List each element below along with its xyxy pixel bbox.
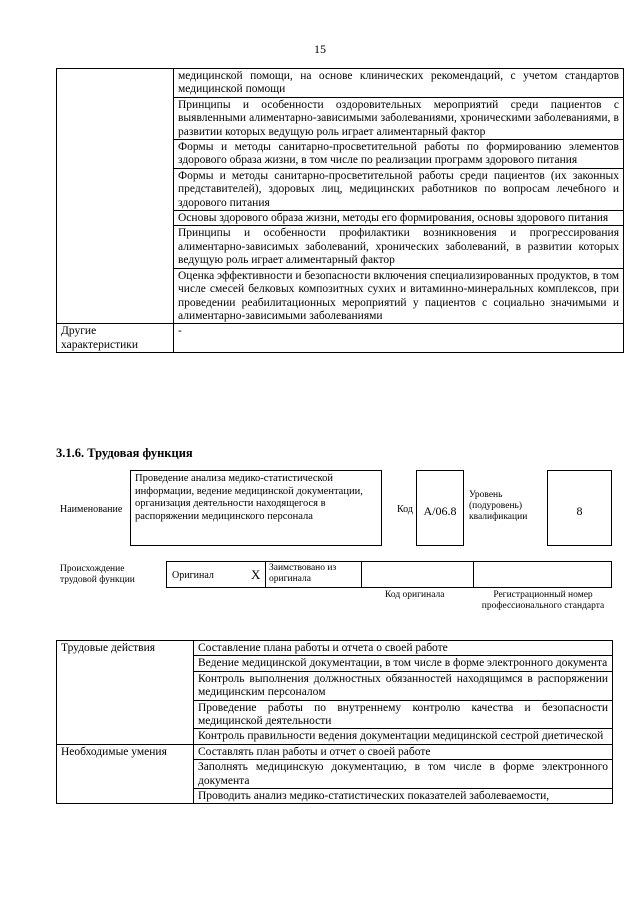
table-cell: Составлять план работы и отчет о своей работе [194,744,613,759]
name-label: Наименование [60,504,123,515]
table-cell: Принципы и особенности оздоровительных мероприятий среди пациентов с выявленными алиментарно-зависимыми заболеваниями, хроническими заболеваниями, в развитии которых ведущую роль играет алиментарный фактор [174,97,624,139]
table-cell: Оценка эффективности и безопасности включения специализированных продуктов, в том числе смесей белковых композитных сухих и витаминно-минеральных комплексов, при проведении реабилитационных мероприятий у пациентов с социально значимыми и алиментарно-зависимыми заболеваниями [174,268,624,324]
labor-actions-table [56,640,613,804]
code-original-box [361,561,474,588]
original-label: Оригинал [172,570,214,581]
table-row [57,324,624,353]
table-cell: Проводить анализ медико-статистических показателей заболеваемости, [194,789,613,804]
table-cell: Формы и методы санитарно-просветительной работы среди пациентов (их законных представителей), здоровых лиц, медицинских работников по вопросам лечебного и здорового питания [174,168,624,210]
table-cell: Составление плана работы и отчета о своей работе [194,641,613,656]
table-cell: Формы и методы санитарно-просветительной работы по формированию элементов здорового образа жизни, в том числе по реализации программ здорового питания [174,140,624,169]
reg-number-box [473,561,612,588]
function-name: Проведение анализа медико-статистической информации, ведение медицинской документации, организация деятельности находящегося в распоряжении медицинского персонала [130,470,382,546]
original-mark: X [251,567,261,582]
table-row [57,69,624,98]
group-label: Трудовые действия [57,641,194,745]
table-cell: Контроль выполнения должностных обязанностей находящимся в распоряжении медицинским персоналом [194,671,613,700]
table-cell: Принципы и особенности профилактики возникновения и прогрессирования алиментарно-зависимых заболеваний, хронических заболеваний, в развитии которых ведущую роль играет алиментарный фактор [174,226,624,268]
table-cell: Основы здорового образа жизни, методы его формирования, основы здорового питания [174,211,624,226]
function-code: А/06.8 [416,470,464,546]
qualification-level: 8 [547,470,612,546]
knowledge-table [56,68,624,353]
origin-label: Происхождение трудовой функции [60,564,135,585]
code-original-label: Код оригинала [385,590,445,600]
group-label: Необходимые умения [57,744,194,804]
reg-number-label: Регистрационный номер профессионального стандарта [481,590,605,611]
level-label: Уровень (подуровень) квалификации [469,490,528,522]
row-label [57,69,174,324]
code-label: Код [397,504,413,515]
section-title: 3.1.6. Трудовая функция [56,446,193,460]
row-label: Другие характеристики [57,324,174,353]
table-row [57,641,613,656]
table-row [57,744,613,759]
table-cell: - [174,324,624,353]
table-cell: Ведение медицинской документации, в том числе в форме электронного документа [194,656,613,671]
table-cell: Заполнять медицинскую документацию, в том числе в форме электронного документа [194,760,613,789]
page-number: 15 [314,42,326,56]
borrowed-label: Заимствовано из оригинала [265,561,362,588]
table-cell: Контроль правильности ведения документации медицинской сестрой диетической [194,729,613,744]
table-cell: медицинской помощи, на основе клинических рекомендаций, с учетом стандартов медицинской помощи [174,69,624,98]
table-cell: Проведение работы по внутреннему контролю качества и безопасности медицинской деятельности [194,700,613,729]
